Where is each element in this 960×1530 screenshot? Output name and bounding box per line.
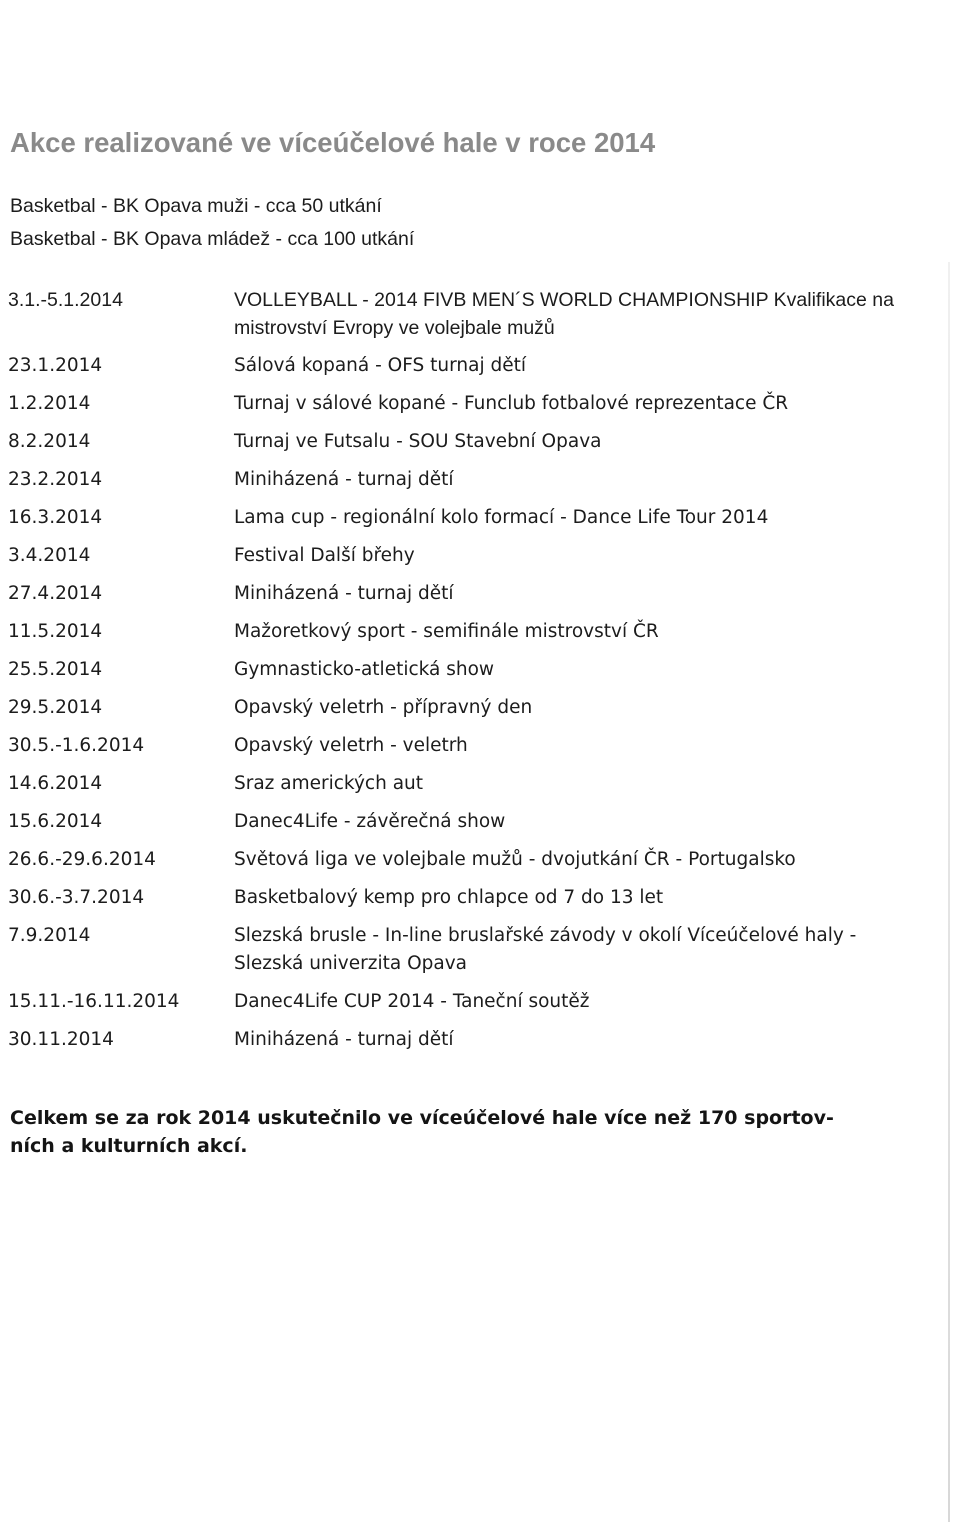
scan-edge-divider	[948, 262, 950, 1522]
event-date: 7.9.2014	[8, 925, 91, 946]
event-title: Opavský veletrh - přípravný den	[234, 697, 533, 718]
event-title: Slezská brusle - In-line bruslařské závody v okolí Víceúčelové haly - Slezská univerzita Opava	[234, 925, 857, 974]
event-date: 16.3.2014	[8, 507, 103, 528]
event-date: 15.6.2014	[8, 811, 103, 832]
event-title: Mažoretkový sport - semifinále mistrovství ČR	[234, 621, 659, 642]
event-row	[8, 286, 908, 342]
event-title: Miniházená - turnaj dětí	[234, 583, 454, 604]
event-row	[8, 884, 908, 912]
event-date: 30.5.-1.6.2014	[8, 735, 145, 756]
event-row	[8, 656, 908, 684]
summary-text: Celkem se za rok 2014 uskutečnilo ve víceúčelové hale více než 170 sportov-ních a kulturních akcí.	[10, 1107, 834, 1157]
event-row	[8, 580, 908, 608]
event-row	[8, 542, 908, 570]
page-title: Akce realizované ve víceúčelové hale v roce 2014	[10, 127, 656, 158]
event-title: Danec4Life CUP 2014 - Taneční soutěž	[234, 991, 590, 1012]
event-title: VOLLEYBALL - 2014 FIVB MEN´S WORLD CHAMPIONSHIP Kvalifikace na mistrovství Evropy ve volejbale mužů	[234, 289, 894, 339]
event-row	[8, 504, 908, 532]
event-date: 25.5.2014	[8, 659, 103, 680]
event-row	[8, 846, 908, 874]
event-date: 1.2.2014	[8, 393, 91, 414]
event-row	[8, 694, 908, 722]
event-row	[8, 428, 908, 456]
event-date: 29.5.2014	[8, 697, 103, 718]
event-title: Světová liga ve volejbale mužů - dvojutkání ČR - Portugalsko	[234, 849, 796, 870]
event-row	[8, 352, 908, 380]
event-title: Lama cup - regionální kolo formací - Dance Life Tour 2014	[234, 507, 769, 528]
event-title: Opavský veletrh - veletrh	[234, 735, 468, 756]
event-date: 30.6.-3.7.2014	[8, 887, 145, 908]
event-row	[8, 922, 908, 978]
event-title: Miniházená - turnaj dětí	[234, 469, 454, 490]
event-list	[8, 286, 908, 1064]
event-date: 23.1.2014	[8, 355, 103, 376]
event-row	[8, 988, 908, 1016]
event-date: 11.5.2014	[8, 621, 103, 642]
event-title: Basketbalový kemp pro chlapce od 7 do 13 let	[234, 887, 664, 908]
event-row	[8, 390, 908, 418]
event-title: Turnaj v sálové kopané - Funclub fotbalové reprezentace ČR	[234, 393, 789, 414]
intro-line-basketball-men: Basketbal - BK Opava muži - cca 50 utkání	[10, 195, 382, 217]
event-row	[8, 732, 908, 760]
event-title: Turnaj ve Futsalu - SOU Stavební Opava	[234, 431, 602, 452]
event-row	[8, 618, 908, 646]
event-title: Sraz amerických aut	[234, 773, 424, 794]
event-title: Gymnasticko-atletická show	[234, 659, 495, 680]
event-row	[8, 466, 908, 494]
event-date: 27.4.2014	[8, 583, 103, 604]
event-date: 3.4.2014	[8, 545, 91, 566]
intro-line-basketball-youth: Basketbal - BK Opava mládež - cca 100 utkání	[10, 228, 415, 250]
event-row	[8, 1026, 908, 1054]
event-date: 30.11.2014	[8, 1029, 114, 1050]
event-row	[8, 808, 908, 836]
event-date: 8.2.2014	[8, 431, 91, 452]
event-row	[8, 770, 908, 798]
event-title: Festival Další břehy	[234, 545, 415, 566]
event-title: Miniházená - turnaj dětí	[234, 1029, 454, 1050]
event-date: 14.6.2014	[8, 773, 103, 794]
event-date: 26.6.-29.6.2014	[8, 849, 156, 870]
event-title: Sálová kopaná - OFS turnaj dětí	[234, 355, 527, 376]
event-date: 3.1.-5.1.2014	[8, 289, 123, 311]
event-title: Danec4Life - závěrečná show	[234, 811, 506, 832]
intro-block	[10, 190, 414, 256]
event-date: 23.2.2014	[8, 469, 103, 490]
event-date: 15.11.-16.11.2014	[8, 991, 180, 1012]
